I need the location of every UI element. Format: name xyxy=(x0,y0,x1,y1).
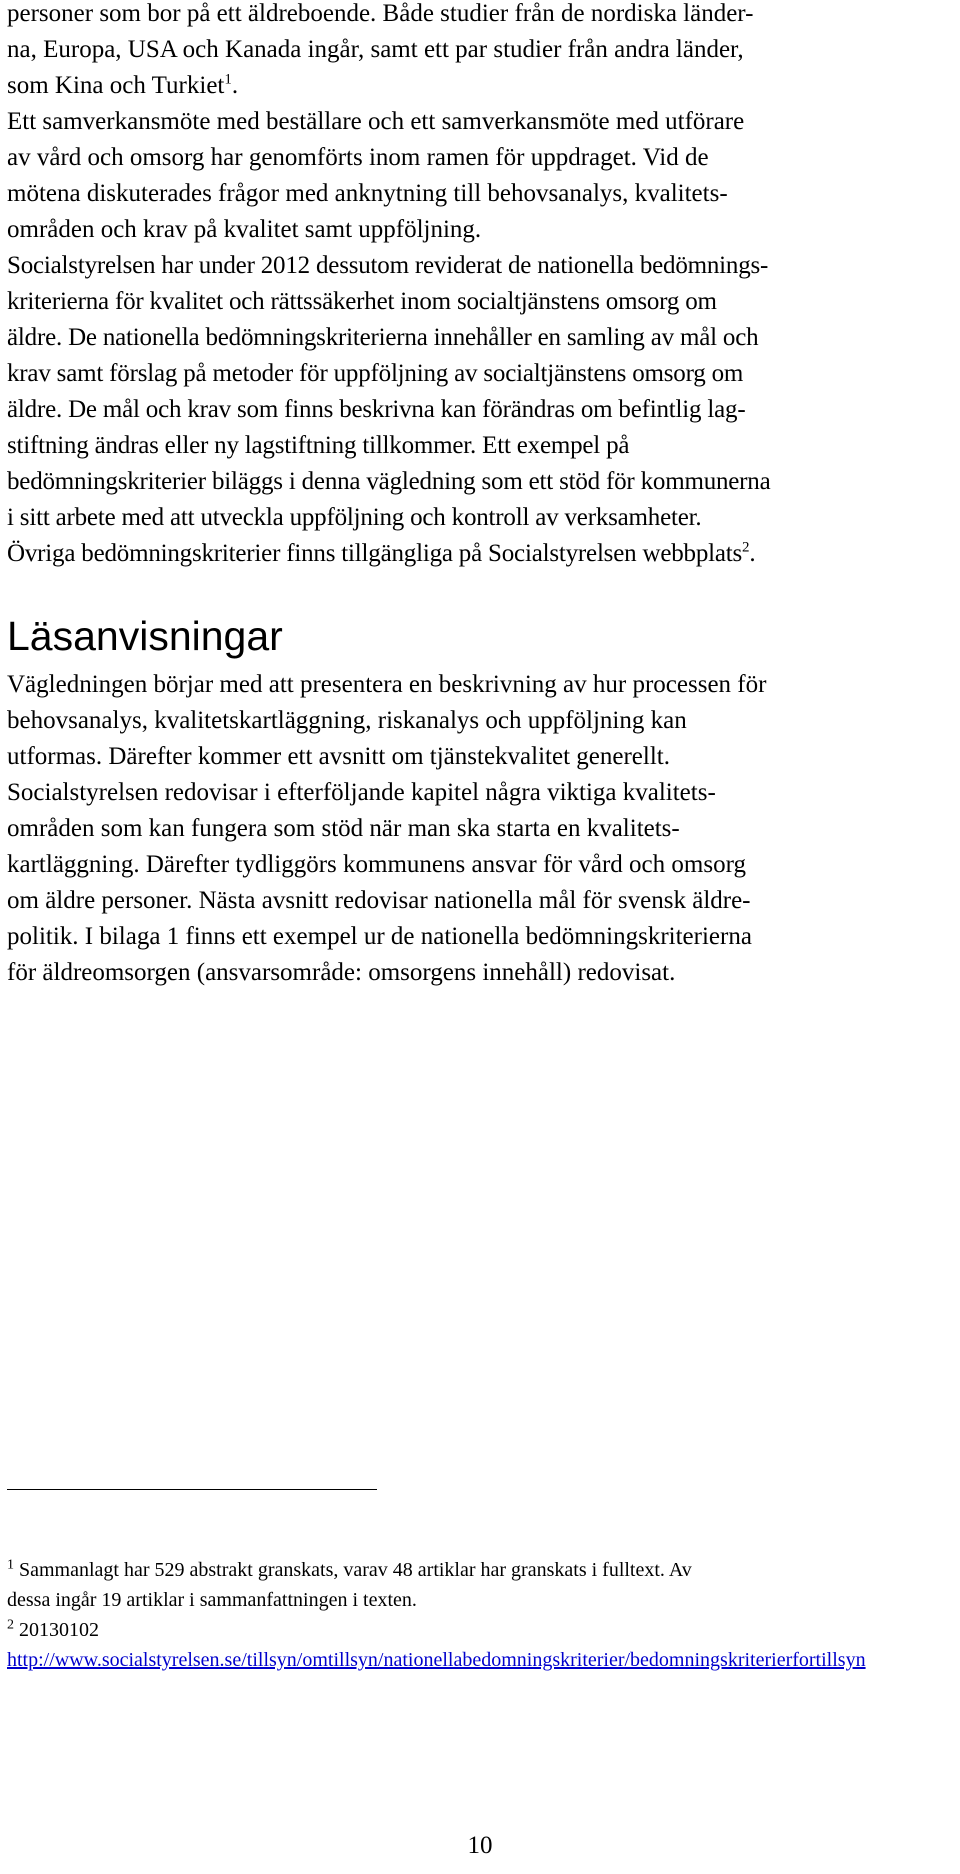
text-line: na, Europa, USA och Kanada ingår, samt ett par studier från andra länder, xyxy=(7,36,744,63)
footnote-marker: 1 xyxy=(7,1557,14,1573)
text-line: behovsanalys, kvalitetskartläggning, riskanalys och uppföljning kan xyxy=(7,707,687,734)
footnote-separator xyxy=(7,1489,377,1490)
text-line: i sitt arbete med att utveckla uppföljning och kontroll av verksamheter. xyxy=(7,504,702,531)
text-line: områden som kan fungera som stöd när man ska starta en kvalitets- xyxy=(7,815,680,842)
text-line: områden och krav på kvalitet samt uppföljning. xyxy=(7,216,482,243)
footnote-reference-2[interactable]: 2 xyxy=(742,539,750,556)
footnote-link[interactable]: http://www.socialstyrelsen.se/tillsyn/omtillsyn/nationellabedomningskriterier/bedomningskriterierfortillsyn xyxy=(7,1649,866,1671)
footnote-marker: 2 xyxy=(7,1617,14,1633)
footnote-2 xyxy=(7,1615,953,1675)
footnote-date: 20130102 xyxy=(19,1619,99,1641)
text-line: äldre. De mål och krav som finns beskrivna kan förändras om befintlig lag- xyxy=(7,396,746,423)
paragraph-meetings xyxy=(7,104,953,248)
text-line: Ett samverkansmöte med beställare och ett samverkansmöte med utförare xyxy=(7,108,745,135)
text-line: Socialstyrelsen har under 2012 dessutom reviderat de nationella bedömnings- xyxy=(7,252,769,279)
page-number: 10 xyxy=(467,1832,493,1859)
text-line: krav samt förslag på metoder för uppföljning av socialtjänstens omsorg om xyxy=(7,360,744,387)
text-line xyxy=(7,536,953,572)
footnotes xyxy=(7,1555,953,1675)
text-line: utformas. Därefter kommer ett avsnitt om tjänstekvalitet generellt. xyxy=(7,743,670,770)
text-line: personer som bor på ett äldreboende. Både studier från de nordiska länder- xyxy=(7,0,754,27)
text-line-content: Övriga bedömningskriterier finns tillgängliga på Socialstyrelsen webbplats xyxy=(7,540,743,567)
text-line: äldre. De nationella bedömningskriterierna innehåller en samling av mål och xyxy=(7,324,759,351)
text-line: politik. I bilaga 1 finns ett exempel ur de nationella bedömningskriterierna xyxy=(7,923,752,950)
footnote-text: Sammanlagt har 529 abstrakt granskats, varav 48 artiklar har granskats i fulltext. Av xyxy=(19,1559,692,1581)
text-line: kartläggning. Därefter tydliggörs kommunens ansvar för vård och omsorg xyxy=(7,851,746,878)
text-line: mötena diskuterades frågor med anknytning till behovsanalys, kvalitets- xyxy=(7,180,728,207)
footnote-1 xyxy=(7,1555,953,1615)
paragraph-assessment-criteria xyxy=(7,248,953,572)
text-line: bedömningskriterier biläggs i denna vägledning som ett stöd för kommunerna xyxy=(7,468,771,495)
paragraph-reading-guide xyxy=(7,667,953,991)
text-line: för äldreomsorgen (ansvarsområde: omsorgens innehåll) redovisat. xyxy=(7,959,676,986)
text-line: kriterierna för kvalitet och rättssäkerhet inom socialtjänstens omsorg om xyxy=(7,288,717,315)
text-line xyxy=(7,68,953,104)
paragraph-studies xyxy=(7,0,953,104)
text-line: om äldre personer. Nästa avsnitt redovisar nationella mål för svensk äldre- xyxy=(7,887,751,914)
footnote-text: dessa ingår 19 artiklar i sammanfattningen i texten. xyxy=(7,1589,417,1611)
text-line: Socialstyrelsen redovisar i efterföljande kapitel några viktiga kvalitets- xyxy=(7,779,716,806)
text-line: Vägledningen börjar med att presentera en beskrivning av hur processen för xyxy=(7,671,767,698)
text-line-content: som Kina och Turkiet xyxy=(7,72,225,99)
section-heading: Läsanvisningar xyxy=(7,613,283,659)
text-line: stiftning ändras eller ny lagstiftning tillkommer. Ett exempel på xyxy=(7,432,630,459)
punctuation: . xyxy=(749,540,756,567)
footnote-reference-1[interactable]: 1 xyxy=(224,71,232,88)
punctuation: . xyxy=(231,72,239,99)
text-line: av vård och omsorg har genomförts inom ramen för uppdraget. Vid de xyxy=(7,144,709,171)
